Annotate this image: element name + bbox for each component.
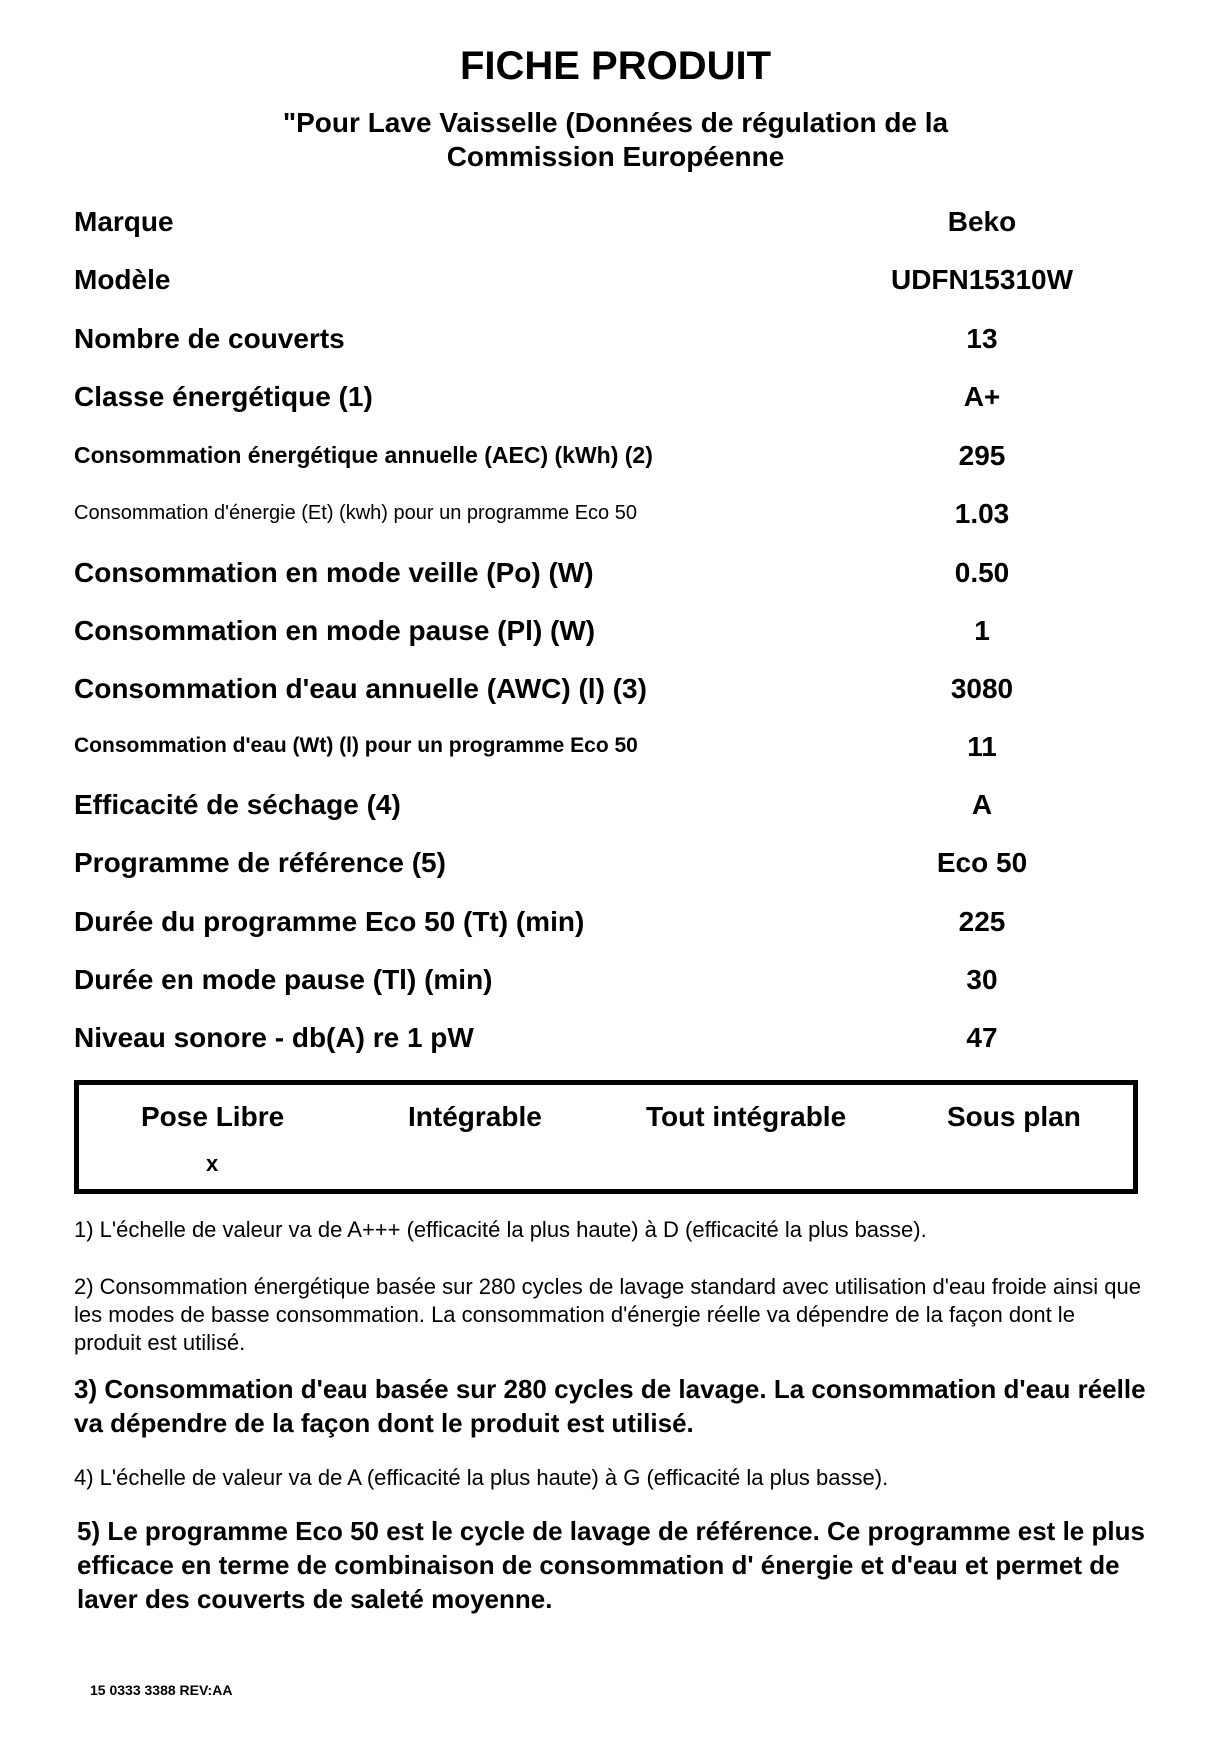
note-5: 5) Le programme Eco 50 est le cycle de lavage de référence. Ce programme est le plus efficace en terme de combinaison de consommation d' énergie et d'eau et permet de laver des couverts de saleté moyenne. — [77, 1516, 1145, 1614]
installation-integrable: Intégrable — [408, 1101, 542, 1132]
installation-type-box — [74, 1080, 1138, 1194]
spec-value-standby: 0.50 — [954, 557, 1010, 588]
spec-label-drying: Efficacité de séchage (4) — [74, 789, 401, 820]
spec-value-model: UDFN15310W — [890, 264, 1074, 295]
spec-value-energy-class: A+ — [963, 381, 1001, 412]
note-1: 1) L'échelle de valeur va de A+++ (efficacité la plus haute) à D (efficacité la plus basse). — [74, 1217, 927, 1242]
spec-label-cycle-water: Consommation d'eau (Wt) (l) pour un programme Eco 50 — [74, 734, 638, 757]
installation-under-counter: Sous plan — [947, 1101, 1081, 1132]
spec-value-program-duration: 225 — [958, 906, 1006, 937]
spec-label-standby: Consommation en mode veille (Po) (W) — [74, 557, 594, 588]
spec-label-pause-duration: Durée en mode pause (Tl) (min) — [74, 964, 493, 995]
note-2: 2) Consommation énergétique basée sur 280 cycles de lavage standard avec utilisation d'eau froide ainsi que les modes de basse consommation. La consommation d'énergie réelle va dépendre de la façon dont le produit est utilisé. — [74, 1274, 1141, 1355]
spec-value-drying: A — [971, 789, 993, 820]
spec-label-cycle-energy: Consommation d'énergie (Et) (kwh) pour un programme Eco 50 — [74, 502, 637, 524]
document-reference: 15 0333 3388 REV:AA — [90, 1682, 233, 1698]
spec-value-brand: Beko — [947, 206, 1017, 237]
subtitle-line-2: Commission Européenne — [446, 141, 785, 172]
spec-value-cycle-energy: 1.03 — [954, 498, 1010, 529]
spec-label-annual-energy: Consommation énergétique annuelle (AEC) (kWh) (2) — [74, 442, 653, 468]
spec-value-pause: 1 — [974, 615, 990, 646]
spec-value-reference-program: Eco 50 — [936, 847, 1028, 878]
spec-label-noise: Niveau sonore - db(A) re 1 pW — [74, 1022, 474, 1053]
spec-label-brand: Marque — [74, 206, 174, 237]
spec-value-noise: 47 — [966, 1022, 998, 1053]
spec-label-energy-class: Classe énergétique (1) — [74, 381, 373, 412]
note-3: 3) Consommation d'eau basée sur 280 cycles de lavage. La consommation d'eau réelle va dépendre de la façon dont le produit est utilisé. — [74, 1374, 1146, 1438]
spec-value-annual-water: 3080 — [950, 673, 1014, 704]
page-subtitle — [0, 106, 1231, 174]
spec-label-model: Modèle — [74, 264, 171, 295]
subtitle-line-1: "Pour Lave Vaisselle (Données de régulation de la — [282, 107, 949, 138]
spec-value-place-settings: 13 — [966, 323, 998, 354]
spec-label-annual-water: Consommation d'eau annuelle (AWC) (l) (3) — [74, 673, 647, 704]
spec-value-cycle-water: 11 — [967, 731, 997, 762]
installation-selected-mark: x — [206, 1151, 219, 1176]
spec-value-annual-energy: 295 — [958, 440, 1006, 471]
spec-label-place-settings: Nombre de couverts — [74, 323, 345, 354]
spec-value-pause-duration: 30 — [966, 964, 998, 995]
spec-label-reference-program: Programme de référence (5) — [74, 847, 446, 878]
installation-freestanding: Pose Libre — [141, 1101, 285, 1132]
spec-label-program-duration: Durée du programme Eco 50 (Tt) (min) — [74, 906, 585, 937]
installation-fully-integrable: Tout intégrable — [646, 1101, 847, 1132]
note-4: 4) L'échelle de valeur va de A (efficacité la plus haute) à G (efficacité la plus basse). — [74, 1465, 889, 1490]
spec-label-pause: Consommation en mode pause (Pl) (W) — [74, 615, 596, 646]
page-title: FICHE PRODUIT — [459, 44, 772, 88]
